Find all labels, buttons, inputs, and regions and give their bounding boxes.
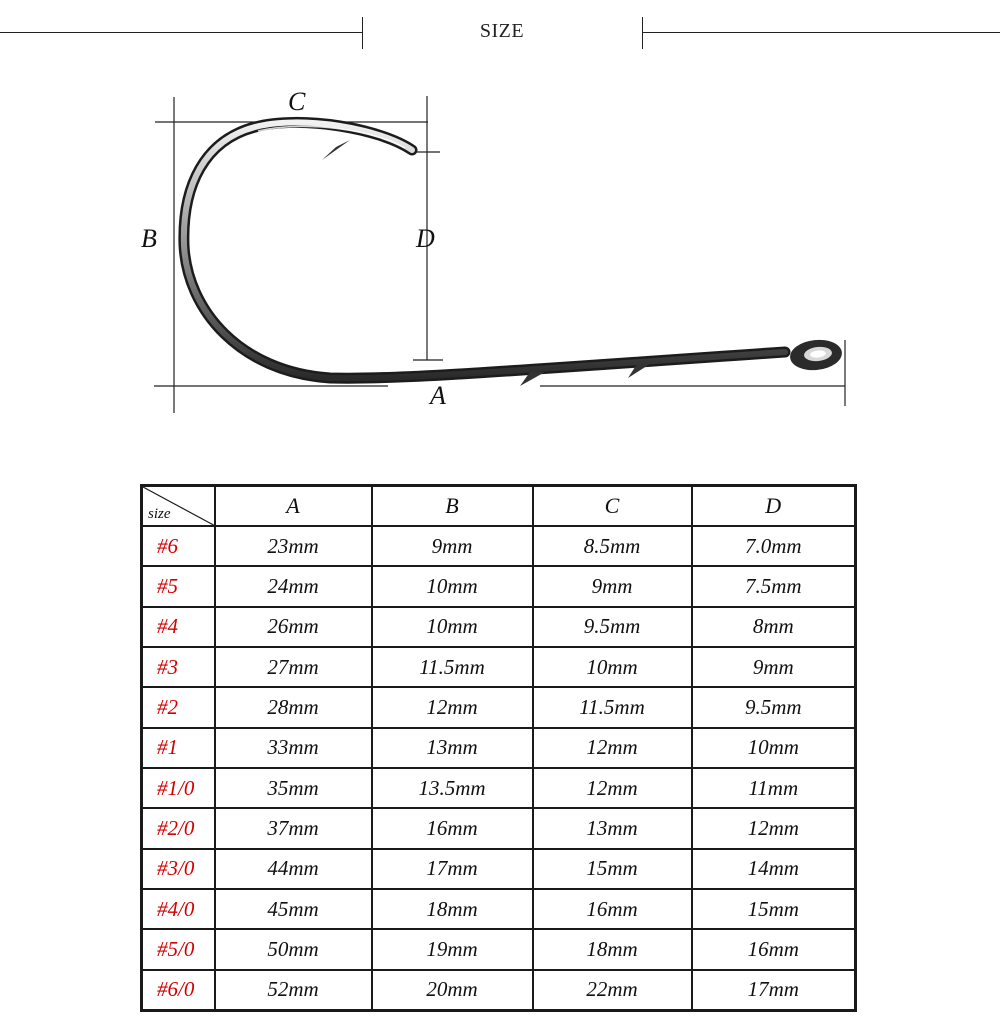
cell-d: 12mm	[692, 808, 856, 848]
cell-c: 18mm	[533, 929, 692, 969]
cell-d: 7.5mm	[692, 566, 856, 606]
cell-b: 18mm	[372, 889, 533, 929]
size-cell: #4	[142, 607, 215, 647]
cell-b: 11.5mm	[372, 647, 533, 687]
fishing-hook-illustration	[184, 122, 844, 386]
header-left-rule	[0, 32, 362, 33]
table-row	[142, 728, 856, 768]
cell-a: 50mm	[215, 929, 372, 969]
size-cell: #4/0	[142, 889, 215, 929]
cell-b: 20mm	[372, 970, 533, 1011]
size-cell: #5	[142, 566, 215, 606]
cell-d: 10mm	[692, 728, 856, 768]
table-row	[142, 566, 856, 606]
cell-a: 28mm	[215, 687, 372, 727]
dimension-label-a: A	[430, 381, 446, 410]
column-header-d: D	[692, 486, 856, 527]
table-row	[142, 687, 856, 727]
header-right-rule	[642, 32, 1000, 33]
cell-c: 9.5mm	[533, 607, 692, 647]
cell-c: 15mm	[533, 849, 692, 889]
cell-d: 7.0mm	[692, 526, 856, 566]
table-row	[142, 607, 856, 647]
cell-b: 9mm	[372, 526, 533, 566]
cell-c: 11.5mm	[533, 687, 692, 727]
cell-c: 9mm	[533, 566, 692, 606]
page-title: SIZE	[479, 20, 525, 42]
size-cell: #6/0	[142, 970, 215, 1011]
column-header-c: C	[533, 486, 692, 527]
table-row	[142, 768, 856, 808]
table-corner-cell	[142, 486, 215, 527]
cell-d: 17mm	[692, 970, 856, 1011]
cell-c: 22mm	[533, 970, 692, 1011]
cell-d: 14mm	[692, 849, 856, 889]
dimension-label-c: C	[288, 87, 306, 116]
cell-a: 35mm	[215, 768, 372, 808]
size-cell: #3	[142, 647, 215, 687]
size-cell: #1/0	[142, 768, 215, 808]
cell-b: 10mm	[372, 607, 533, 647]
column-header-a: A	[215, 486, 372, 527]
cell-d: 15mm	[692, 889, 856, 929]
cell-d: 8mm	[692, 607, 856, 647]
table-row	[142, 889, 856, 929]
cell-d: 9mm	[692, 647, 856, 687]
corner-size-label: size	[148, 506, 171, 522]
cell-c: 13mm	[533, 808, 692, 848]
hook-size-table	[140, 484, 857, 1012]
cell-a: 33mm	[215, 728, 372, 768]
size-cell: #1	[142, 728, 215, 768]
dimension-label-b: B	[141, 224, 157, 253]
size-cell: #5/0	[142, 929, 215, 969]
size-cell: #2	[142, 687, 215, 727]
cell-c: 12mm	[533, 768, 692, 808]
cell-d: 16mm	[692, 929, 856, 969]
header-left-tick	[362, 17, 363, 49]
table-row	[142, 970, 856, 1011]
cell-a: 45mm	[215, 889, 372, 929]
cell-a: 37mm	[215, 808, 372, 848]
cell-c: 8.5mm	[533, 526, 692, 566]
table-row	[142, 808, 856, 848]
size-cell: #6	[142, 526, 215, 566]
cell-a: 44mm	[215, 849, 372, 889]
cell-d: 9.5mm	[692, 687, 856, 727]
table-header-row	[142, 486, 856, 527]
cell-b: 13mm	[372, 728, 533, 768]
table-row	[142, 526, 856, 566]
cell-c: 16mm	[533, 889, 692, 929]
table-row	[142, 929, 856, 969]
header-right-tick	[642, 17, 643, 49]
cell-c: 12mm	[533, 728, 692, 768]
cell-b: 13.5mm	[372, 768, 533, 808]
dimension-label-d: D	[416, 224, 435, 253]
cell-b: 16mm	[372, 808, 533, 848]
cell-d: 11mm	[692, 768, 856, 808]
cell-b: 17mm	[372, 849, 533, 889]
cell-a: 24mm	[215, 566, 372, 606]
table-row	[142, 849, 856, 889]
cell-a: 23mm	[215, 526, 372, 566]
cell-b: 19mm	[372, 929, 533, 969]
cell-c: 10mm	[533, 647, 692, 687]
cell-a: 26mm	[215, 607, 372, 647]
column-header-b: B	[372, 486, 533, 527]
cell-b: 10mm	[372, 566, 533, 606]
size-cell: #2/0	[142, 808, 215, 848]
dimension-lines	[154, 96, 845, 413]
table-row	[142, 647, 856, 687]
cell-a: 52mm	[215, 970, 372, 1011]
hook-diagram	[0, 80, 1000, 430]
cell-a: 27mm	[215, 647, 372, 687]
cell-b: 12mm	[372, 687, 533, 727]
size-cell: #3/0	[142, 849, 215, 889]
